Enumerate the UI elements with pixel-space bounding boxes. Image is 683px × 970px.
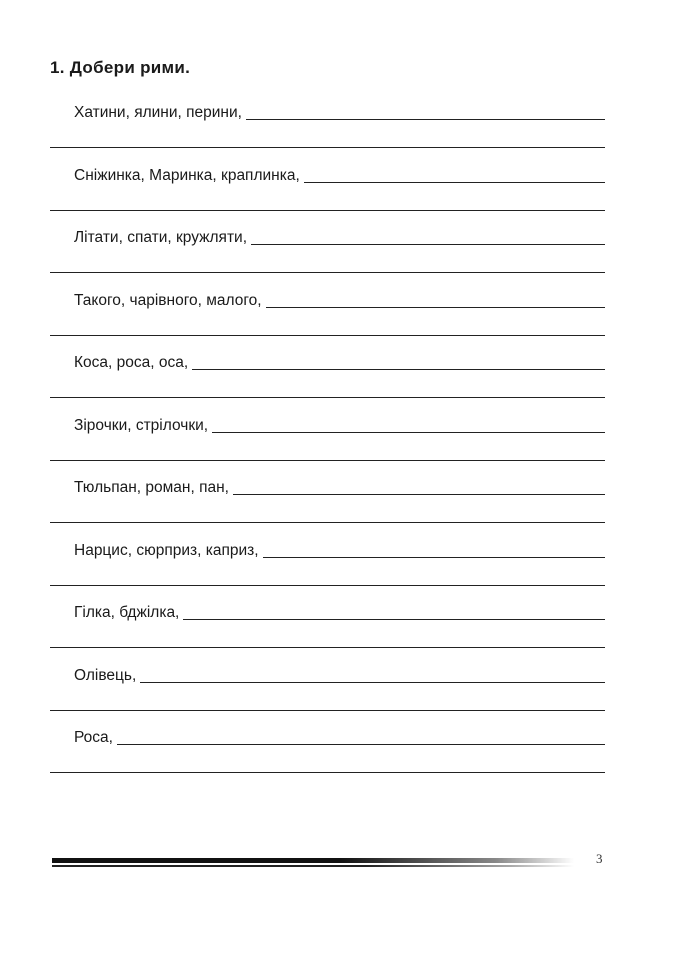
rhyme-item [50,600,605,666]
prompt-line [50,413,605,435]
answer-line[interactable] [50,397,605,398]
rhyme-item [50,288,605,354]
rhyme-prompt: Хатини, ялини, перини, [74,104,242,121]
answer-line[interactable] [50,272,605,273]
footer-bar-thick [52,858,574,863]
prompt-line [50,663,605,685]
prompt-line [50,288,605,310]
prompt-line [50,475,605,497]
rhyme-prompt: Олівець, [74,667,137,684]
rhyme-item [50,413,605,479]
answer-line[interactable] [50,710,605,711]
footer-decorative-bar [52,858,574,868]
answer-blank[interactable] [246,105,605,120]
rhyme-item [50,663,605,729]
answer-blank[interactable] [192,355,605,370]
rhyme-prompt: Зірочки, стрілочки, [74,417,209,434]
answer-blank[interactable] [263,543,605,558]
prompt-line [50,163,605,185]
rhyme-item [50,725,605,791]
rhyme-item [50,538,605,604]
rhyme-prompt: Такого, чарівного, малого, [74,292,262,309]
answer-line[interactable] [50,210,605,211]
rhyme-prompt: Коса, роса, оса, [74,354,189,371]
answer-line[interactable] [50,335,605,336]
rhyme-item [50,225,605,291]
answer-blank[interactable] [233,480,605,495]
answer-line[interactable] [50,147,605,148]
answer-line[interactable] [50,460,605,461]
answer-blank[interactable] [266,293,605,308]
prompt-line [50,600,605,622]
rhyme-prompt: Нарцис, сюрприз, каприз, [74,542,259,559]
prompt-line [50,538,605,560]
answer-line[interactable] [50,772,605,773]
answer-blank[interactable] [304,168,605,183]
answer-blank[interactable] [251,230,605,245]
prompt-line [50,725,605,747]
exercise-title: 1. Добери рими. [50,58,191,77]
rhyme-prompt: Роса, [74,729,113,746]
prompt-line [50,350,605,372]
answer-blank[interactable] [212,418,605,433]
rhyme-item [50,100,605,166]
rhyme-item [50,475,605,541]
page-number: 3 [596,851,603,866]
footer-bar-thin [52,865,574,867]
rhyme-item [50,163,605,229]
rhyme-prompt: Гілка, бджілка, [74,604,180,621]
prompt-line [50,100,605,122]
answer-blank[interactable] [117,730,605,745]
answer-line[interactable] [50,647,605,648]
rhyme-prompt: Тюльпан, роман, пан, [74,479,229,496]
rhyme-item [50,350,605,416]
prompt-line [50,225,605,247]
answer-blank[interactable] [140,668,605,683]
answer-blank[interactable] [183,605,605,620]
rhyme-prompt: Сніжинка, Маринка, краплинка, [74,167,300,184]
rhyme-prompt: Літати, спати, кружляти, [74,229,248,246]
answer-line[interactable] [50,522,605,523]
answer-line[interactable] [50,585,605,586]
